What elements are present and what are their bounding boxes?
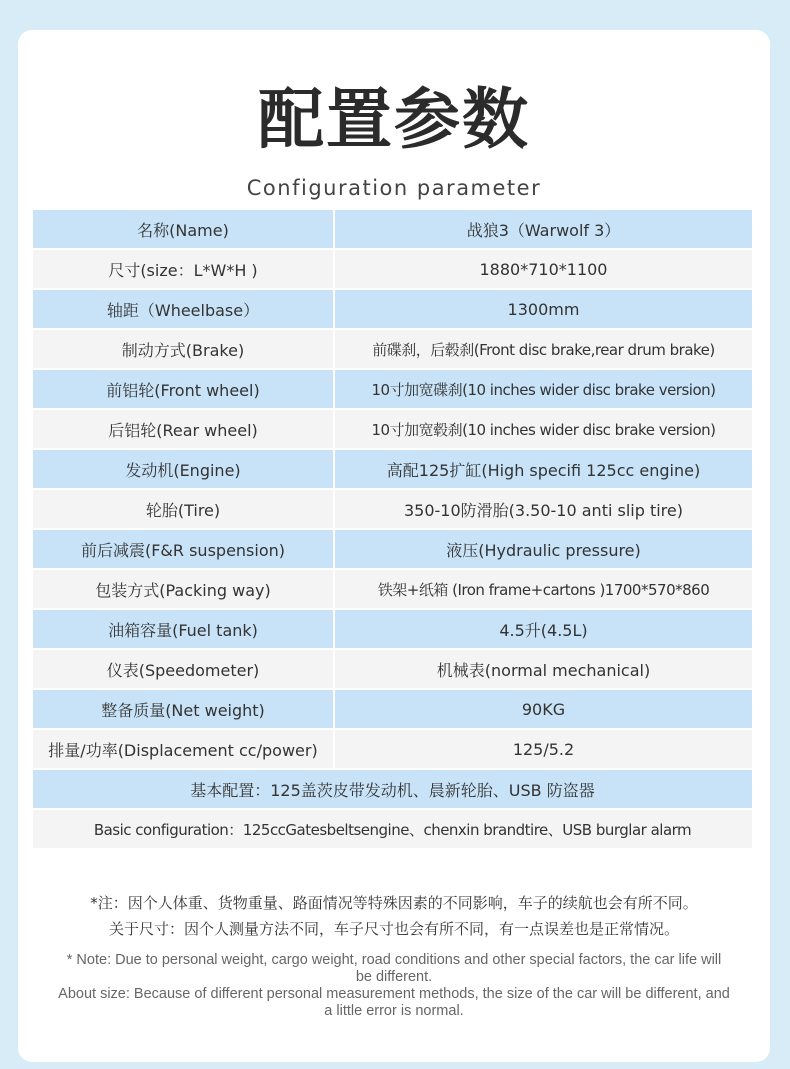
spec-label: 油箱容量(Fuel tank)	[33, 610, 333, 648]
table-row	[33, 450, 752, 488]
spec-label: 包装方式(Packing way)	[33, 570, 333, 608]
table-row	[33, 290, 752, 328]
basic-config-en: Basic configuration：125ccGatesbeltsengine、chenxin brandtire、USB burglar alarm	[33, 810, 752, 848]
spec-label: 轮胎(Tire)	[33, 490, 333, 528]
spec-label: 整备质量(Net weight)	[33, 690, 333, 728]
basic-config-cn-row	[33, 770, 752, 808]
spec-label: 后铝轮(Rear wheel)	[33, 410, 333, 448]
table-row	[33, 530, 752, 568]
page-subtitle: Configuration parameter	[246, 176, 542, 200]
spec-label: 仪表(Speedometer)	[33, 650, 333, 688]
spec-card	[18, 30, 770, 1062]
spec-value: 铁架+纸箱 (Iron frame+cartons )1700*570*860	[335, 570, 752, 608]
table-row	[33, 250, 752, 288]
spec-label: 名称(Name)	[33, 210, 333, 248]
spec-label: 前后减震(F&R suspension)	[33, 530, 333, 568]
table-row	[33, 610, 752, 648]
table-row	[33, 210, 752, 248]
spec-label: 排量/功率(Displacement cc/power)	[33, 730, 333, 768]
spec-value: 战狼3（Warwolf 3）	[335, 210, 752, 248]
spec-value: 90KG	[335, 690, 752, 728]
table-row	[33, 690, 752, 728]
table-row	[33, 650, 752, 688]
table-row	[33, 490, 752, 528]
table-row	[33, 570, 752, 608]
table-row	[33, 410, 752, 448]
spec-value: 机械表(normal mechanical)	[335, 650, 752, 688]
page-title: 配置参数	[258, 81, 530, 158]
spec-label: 发动机(Engine)	[33, 450, 333, 488]
notes-chinese	[18, 890, 770, 942]
spec-table	[33, 210, 752, 850]
spec-value: 350-10防滑胎(3.50-10 anti slip tire)	[335, 490, 752, 528]
spec-value: 前碟刹，后毂刹(Front disc brake,rear drum brake)	[335, 330, 752, 368]
spec-value: 10寸加宽碟刹(10 inches wider disc brake version)	[335, 370, 752, 408]
spec-label: 轴距（Wheelbase）	[33, 290, 333, 328]
notes-english	[58, 952, 730, 1020]
note-cn-weight: *注：因个人体重、货物重量、路面情况等特殊因素的不同影响，车子的续航也会有所不同。	[90, 894, 698, 912]
table-row	[33, 730, 752, 768]
spec-value: 4.5升(4.5L)	[335, 610, 752, 648]
basic-config-en-row	[33, 810, 752, 848]
spec-label: 前铝轮(Front wheel)	[33, 370, 333, 408]
table-row	[33, 370, 752, 408]
spec-label: 尺寸(size：L*W*H )	[33, 250, 333, 288]
spec-value: 高配125扩缸(High specifi 125cc engine)	[335, 450, 752, 488]
spec-value: 液压(Hydraulic pressure)	[335, 530, 752, 568]
note-en-size: About size: Because of different personal measurement methods, the size of the car will be different, and a little error is normal.	[58, 986, 730, 1019]
spec-value: 1880*710*1100	[335, 250, 752, 288]
table-row	[33, 330, 752, 368]
spec-value: 10寸加宽毂刹(10 inches wider disc brake version)	[335, 410, 752, 448]
spec-label: 制动方式(Brake)	[33, 330, 333, 368]
spec-value: 1300mm	[335, 290, 752, 328]
spec-value: 125/5.2	[335, 730, 752, 768]
note-cn-size: 关于尺寸：因个人测量方法不同，车子尺寸也会有所不同，有一点误差也是正常情况。	[108, 920, 679, 938]
basic-config-cn: 基本配置：125盖茨皮带发动机、晨新轮胎、USB 防盗器	[33, 770, 752, 808]
note-en-weight: * Note: Due to personal weight, cargo weight, road conditions and other special factors, the car life will be different.	[66, 952, 722, 985]
